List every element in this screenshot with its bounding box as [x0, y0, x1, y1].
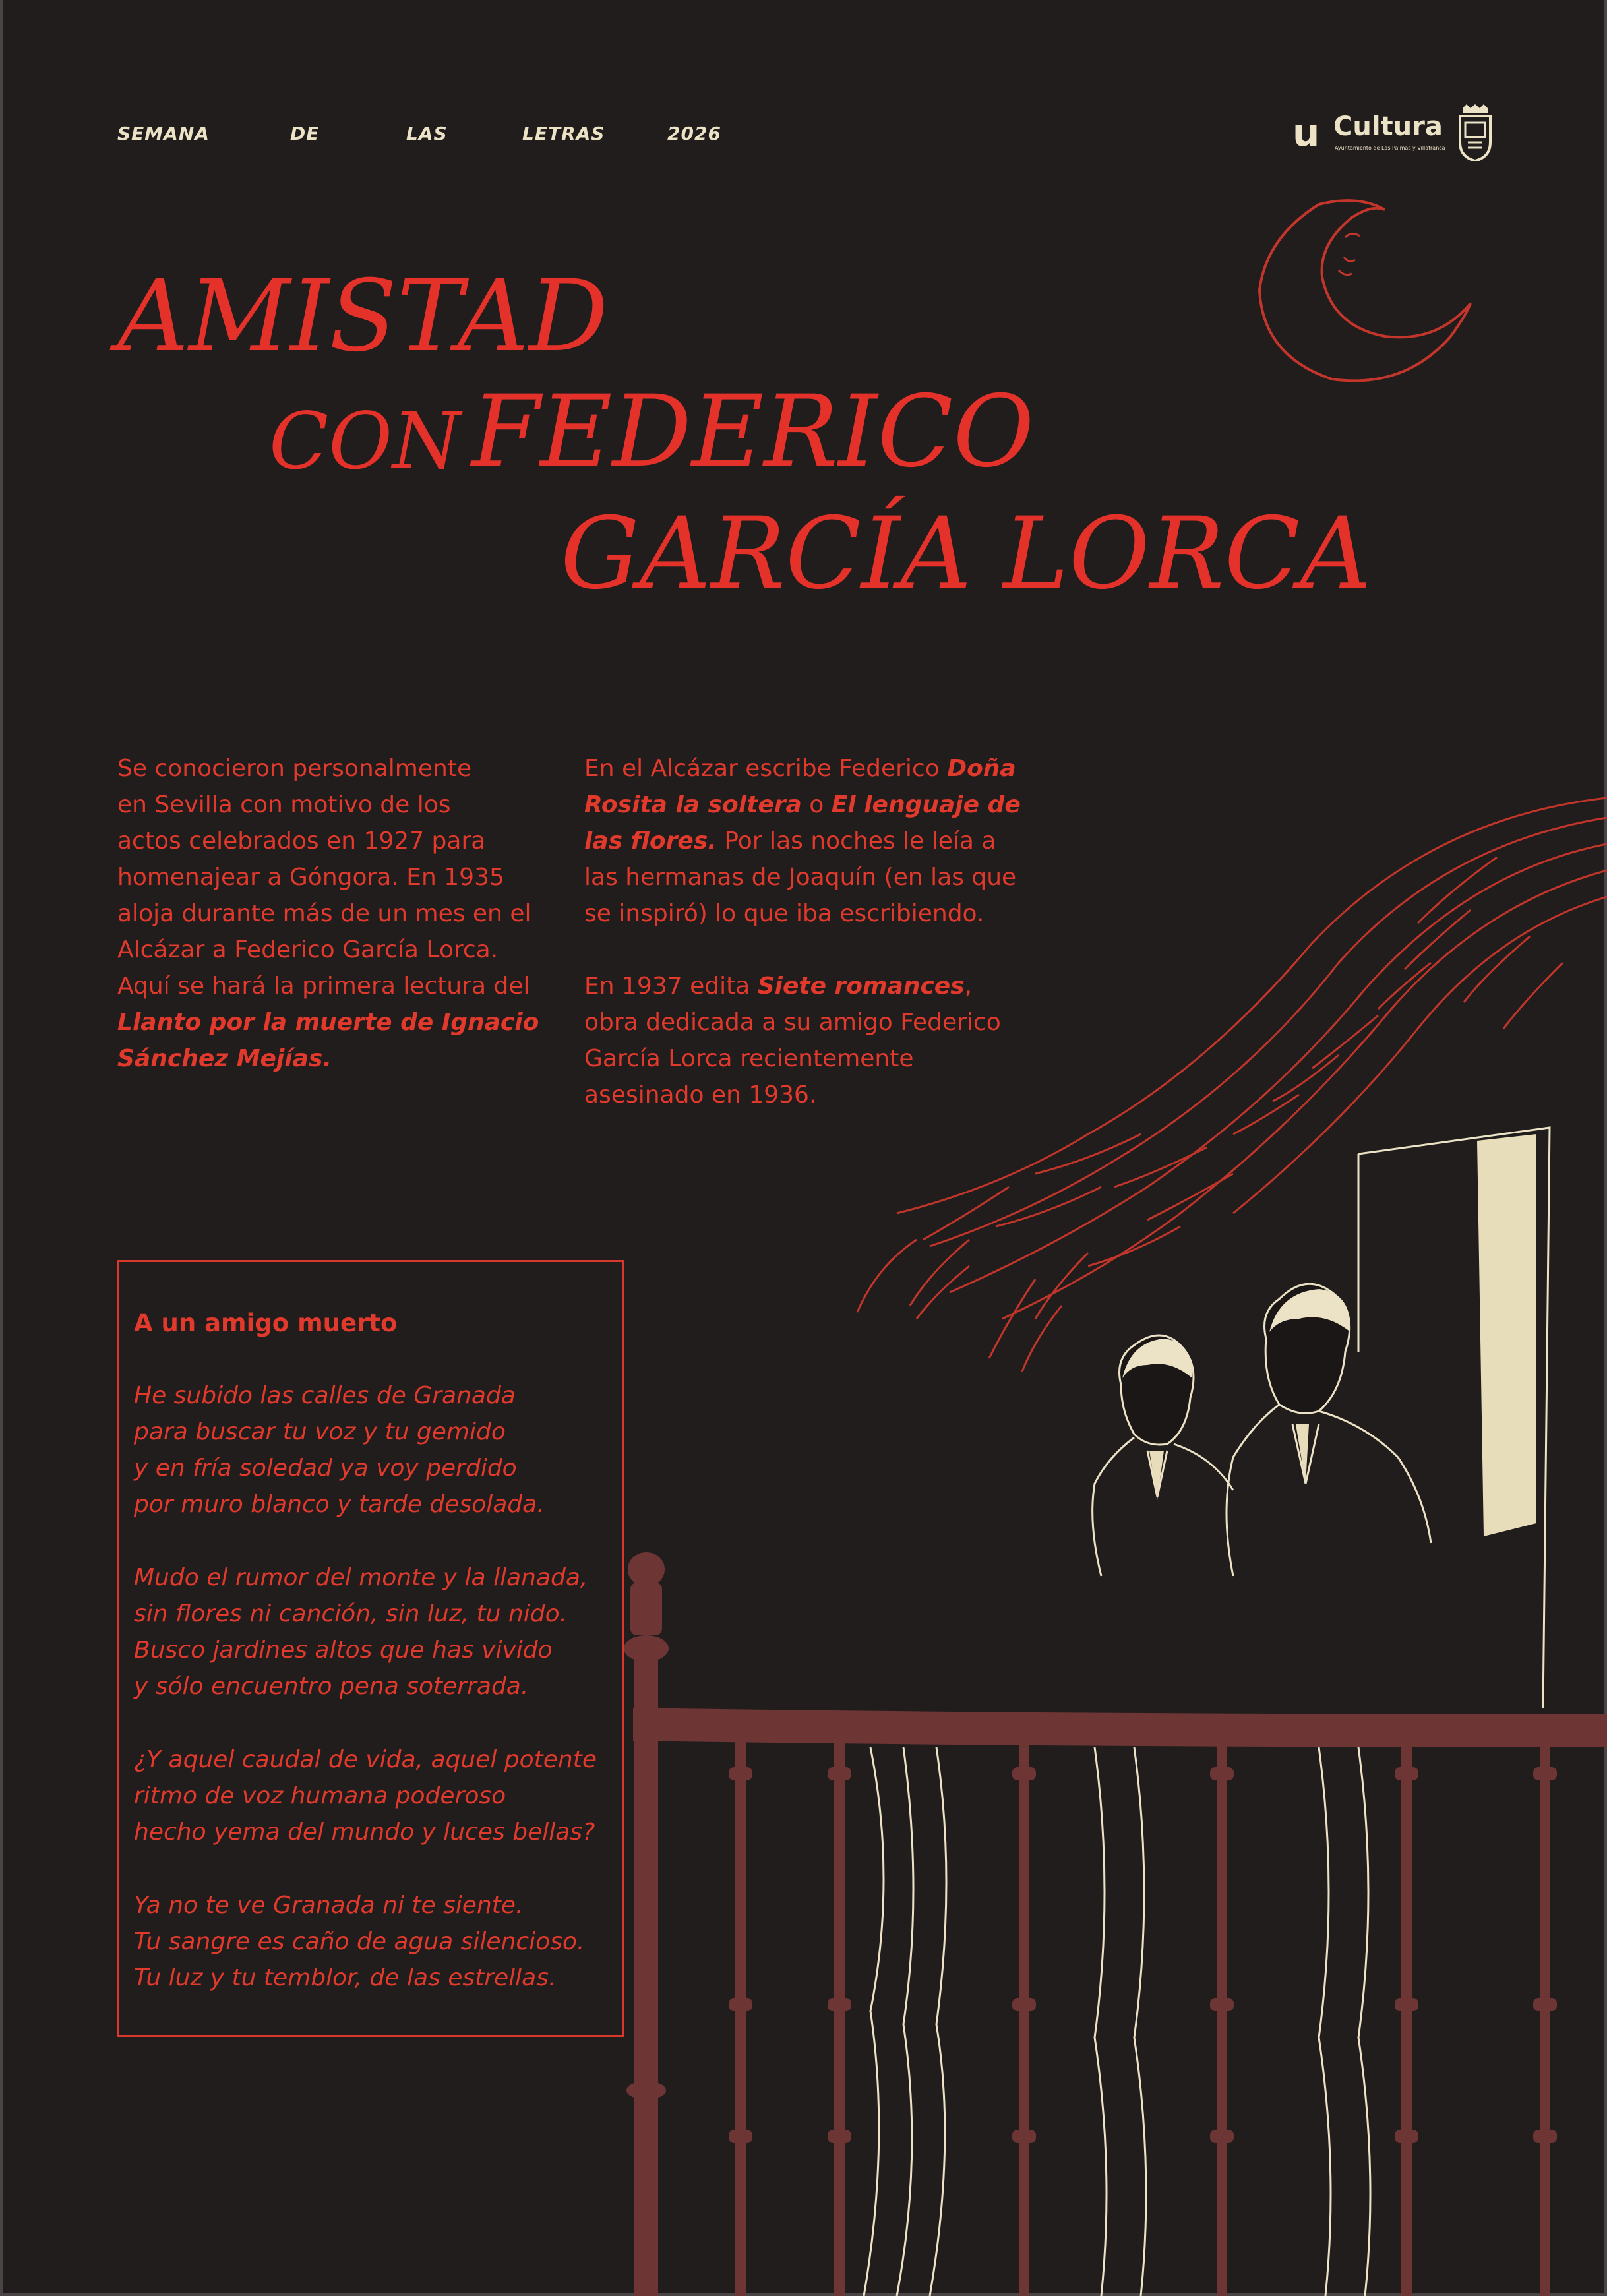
- work-title-lenguaje-flores: El lenguaje de las flores.: [584, 791, 1021, 855]
- column-1-line: aloja durante más de un mes en el: [117, 900, 531, 927]
- logo-subtitle: Ayuntamiento de Las Palmas y Villafranca: [1335, 145, 1445, 151]
- title-line-1: AMISTAD: [117, 259, 609, 374]
- poem-line: y sólo encuentro pena soterrada.: [134, 1673, 529, 1700]
- poem-title: A un amigo muerto: [134, 1309, 398, 1337]
- header-word-las: LAS: [406, 123, 448, 144]
- left-edge-line: [0, 0, 3, 2296]
- poem-line: hecho yema del mundo y luces bellas?: [134, 1819, 595, 1846]
- header-word-semana: SEMANA: [117, 123, 210, 144]
- work-title-siete-romances: Siete romances: [757, 973, 965, 1000]
- poem-line: ¿Y aquel caudal de vida, aquel potente: [134, 1746, 597, 1773]
- title-line-2-large: FEDERICO: [471, 375, 1035, 489]
- poem-line: He subido las calles de Granada: [134, 1382, 516, 1409]
- logo-mark: u: [1292, 110, 1320, 155]
- column-1-emphasis: Sánchez Mejías.: [117, 1045, 332, 1072]
- column-1-line: Se conocieron personalmente: [117, 755, 472, 782]
- poem-line: Tu sangre es caño de agua silencioso.: [134, 1928, 585, 1955]
- poem-line: ritmo de voz humana poderoso: [134, 1782, 506, 1809]
- header-word-letras: LETRAS: [522, 123, 605, 144]
- header-word-de: DE: [290, 123, 320, 144]
- column-1-emphasis: Llanto por la muerte de Ignacio: [117, 1009, 539, 1036]
- title-line-3: GARCÍA LORCA: [561, 497, 1372, 611]
- coat-of-arms-icon: [1456, 104, 1494, 161]
- poem-line: Tu luz y tu temblor, de las estrellas.: [134, 1964, 557, 1991]
- column-1-line: Aquí se hará la primera lectura del: [117, 973, 530, 1000]
- column-1-line: homenajear a Góngora. En 1935: [117, 864, 504, 891]
- poem-line: Ya no te ve Granada ni te siente.: [134, 1892, 524, 1919]
- column-2-paragraph-1: En el Alcázar escribe Federico Doña Rosita la soltera o El lenguaje de las flores. Por las noches le leía a las hermanas de Joaquín (en las que se inspiró) lo que iba escribiendo.: [584, 755, 1021, 927]
- crescent-moon-illustration: [1240, 191, 1477, 402]
- work-title-dona-rosita: Doña Rosita la soltera: [584, 755, 1016, 818]
- iron-balcony-railing: [593, 1550, 1607, 2296]
- poem-line: para buscar tu voz y tu gemido: [134, 1418, 506, 1445]
- poem-line: y en fría soledad ya voy perdido: [134, 1455, 517, 1482]
- column-1-line: en Sevilla con motivo de los: [117, 791, 451, 818]
- column-2-paragraph-2: En 1937 edita Siete romances, obra dedicada a su amigo Federico García Lorca recientemente asesinado en 1936.: [584, 973, 1001, 1108]
- cultura-logo: [1292, 104, 1503, 164]
- poem-line: sin flores ni canción, sin luz, tu nido.: [134, 1600, 568, 1627]
- logo-name: Cultura: [1333, 111, 1443, 142]
- title-line-2-small: CON: [269, 396, 461, 487]
- poem-line: Mudo el rumor del monte y la llanada,: [134, 1564, 588, 1591]
- column-1-line: actos celebrados en 1927 para: [117, 828, 486, 855]
- column-1-line: Alcázar a Federico García Lorca.: [117, 936, 499, 963]
- column-1-text: [117, 750, 539, 1077]
- column-2-text: [584, 750, 1033, 1113]
- header-word-year: 2026: [667, 123, 721, 144]
- poem-line: por muro blanco y tarde desolada.: [134, 1491, 545, 1518]
- poem-line: Busco jardines altos que has vivido: [134, 1637, 553, 1664]
